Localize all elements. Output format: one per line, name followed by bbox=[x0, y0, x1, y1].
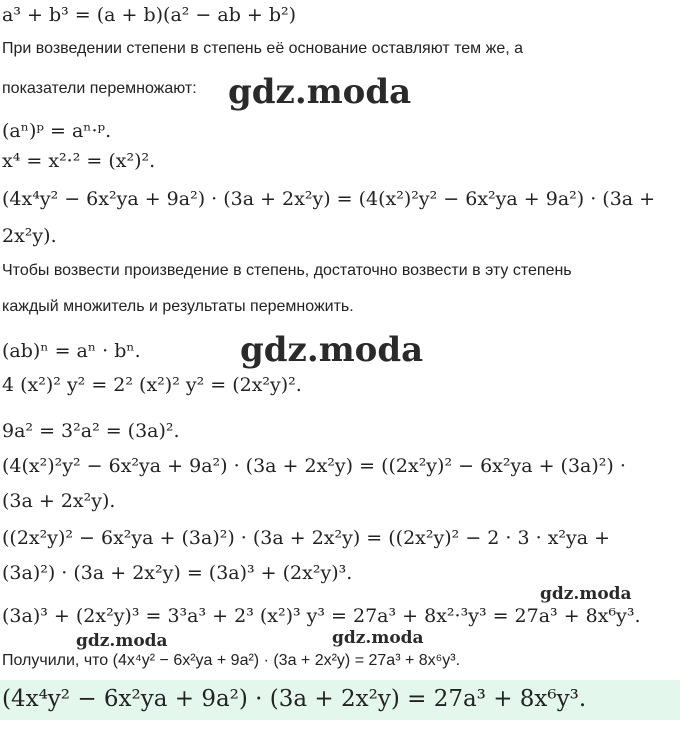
watermark-logo: gdz.moda bbox=[228, 72, 412, 112]
rule-product-power-text-cont: каждый множитель и результаты перемножить. bbox=[2, 298, 354, 315]
final-answer: (4x⁴y² − 6x²ya + 9a²) · (3a + 2x²y) = 27a³ + 8x⁶y³. bbox=[2, 686, 587, 712]
step-sum-of-cubes: ((2x²y)² − 6x²ya + (3a)²) · (3a + 2x²y) = ((2x²y)² − 2 · 3 · x²ya + bbox=[2, 527, 611, 549]
formula-sum-of-cubes: a³ + b³ = (a + b)(a² − ab + b²) bbox=[2, 4, 297, 26]
step-4x4y2: 4 (x²)² y² = 2² (x²)² y² = (2x²y)². bbox=[2, 374, 302, 396]
formula-product-power: (ab)ⁿ = aⁿ · bⁿ. bbox=[2, 340, 141, 362]
step-expand-cubes: (3a)³ + (2x²y)³ = 3³a³ + 2³ (x²)³ y³ = 27a³ + 8x²·³y³ = 27a³ + 8x⁶y³. bbox=[2, 605, 641, 627]
step-rewrite-squares-cont: (3a + 2x²y). bbox=[2, 490, 116, 512]
step-substitute-x4-cont: 2x²y). bbox=[2, 225, 57, 247]
step-rewrite-squares: (4(x²)²y² − 6x²ya + 9a²) · (3a + 2x²y) = ((2x²y)² − 6x²ya + (3a)²) · bbox=[2, 455, 626, 477]
watermark-logo: gdz.moda bbox=[540, 584, 632, 604]
watermark-logo: gdz.moda bbox=[76, 631, 168, 651]
step-9a2: 9a² = 3²a² = (3a)². bbox=[2, 420, 180, 442]
rule-product-power-text: Чтобы возвести произведение в степень, достаточно возвести в эту степень bbox=[2, 262, 572, 279]
rule-power-of-power-text: При возведении степени в степень её основание оставляют тем же, а bbox=[2, 40, 524, 57]
step-sum-of-cubes-cont: (3a)²) · (3a + 2x²y) = (3a)³ + (2x²y)³. bbox=[2, 562, 353, 584]
conclusion-text: Получили, что (4x⁴y² − 6x²ya + 9a²) · (3a + 2x²y) = 27a³ + 8x⁶y³. bbox=[2, 652, 461, 669]
step-x4: x⁴ = x²·² = (x²)². bbox=[2, 150, 156, 172]
step-substitute-x4: (4x⁴y² − 6x²ya + 9a²) · (3a + 2x²y) = (4(x²)²y² − 6x²ya + 9a²) · (3a + bbox=[2, 188, 656, 210]
formula-power-of-power: (aⁿ)ᵖ = aⁿ·ᵖ. bbox=[2, 120, 112, 142]
rule-power-of-power-text-cont: показатели перемножают: bbox=[2, 80, 197, 97]
watermark-logo: gdz.moda bbox=[332, 628, 424, 648]
watermark-logo: gdz.moda bbox=[240, 330, 424, 370]
